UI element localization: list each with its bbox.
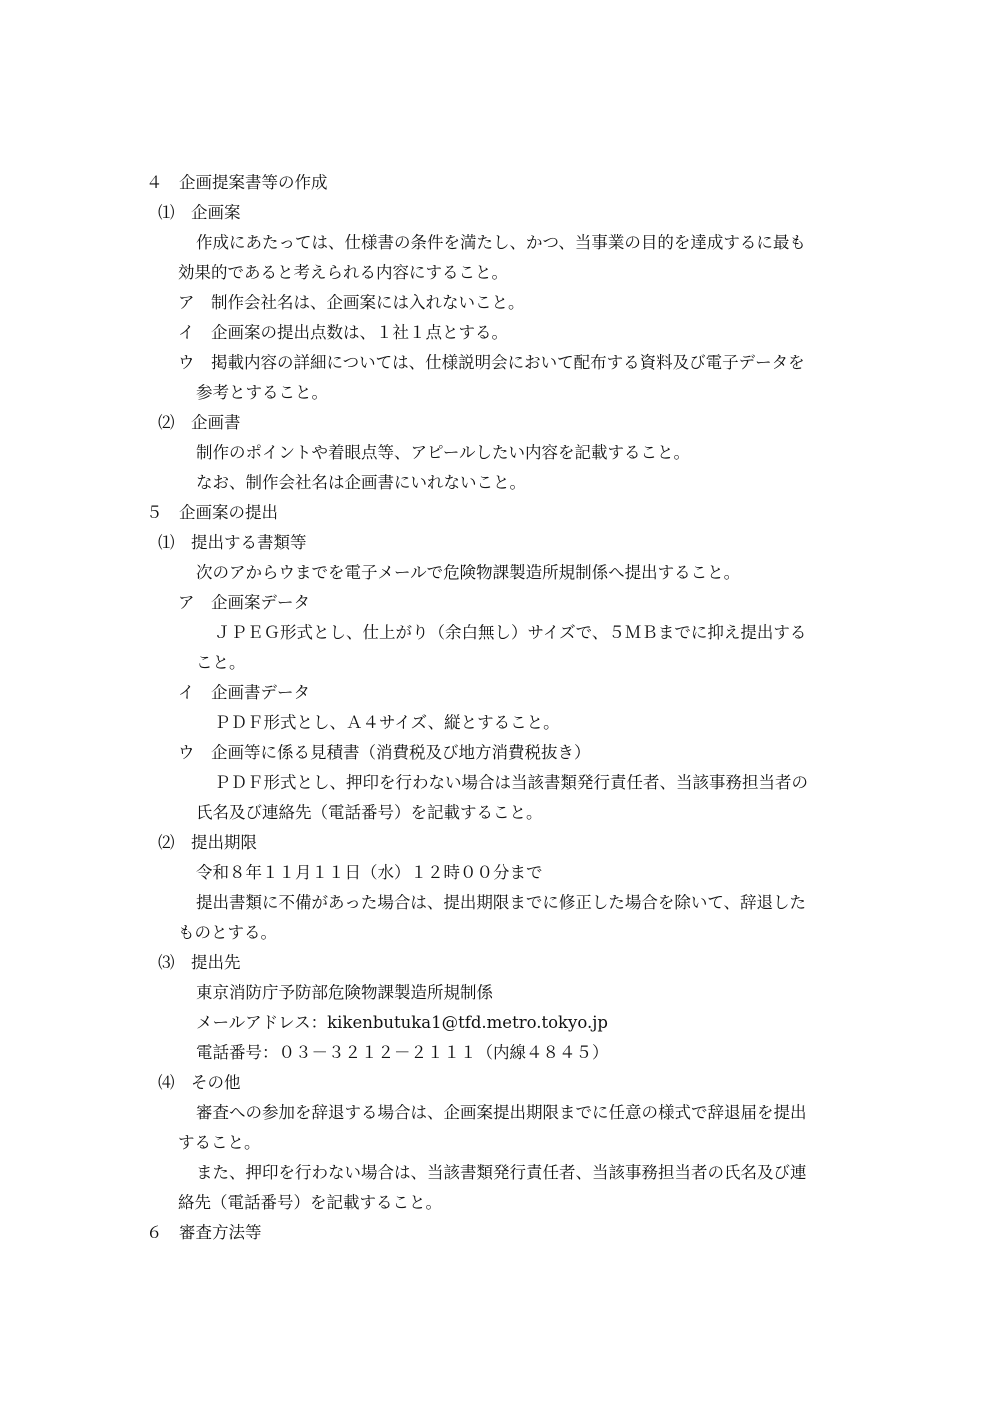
list-item: イ 企画書データ	[178, 683, 310, 702]
paragraph-line: また、押印を行わない場合は、当該書類発行責任者、当該事務担当者の氏名及び連	[196, 1163, 807, 1182]
paragraph-line: 制作のポイントや着眼点等、アピールしたい内容を記載すること。	[196, 443, 691, 462]
paragraph-line: なお、制作会社名は企画書にいれないこと。	[196, 473, 526, 492]
subsection-heading: ⑴ 提出する書類等	[158, 533, 307, 552]
paragraph-line: 氏名及び連絡先（電話番号）を記載すること。	[196, 803, 543, 822]
paragraph-line: ものとする。	[178, 923, 277, 942]
paragraph-line: 参考とすること。	[196, 383, 328, 402]
paragraph-line: 提出書類に不備があった場合は、提出期限までに修正した場合を除いて、辞退した	[196, 893, 807, 912]
list-item: イ 企画案の提出点数は、１社１点とする。	[178, 323, 508, 342]
subsection-heading: ⑷ その他	[158, 1073, 241, 1092]
paragraph-line: こと。	[196, 653, 246, 672]
paragraph-line: ＪＰＥＧ形式とし、仕上がり（余白無し）サイズで、５ＭＢまでに抑え提出する	[214, 623, 807, 642]
paragraph-line: 効果的であると考えられる内容にすること。	[178, 263, 508, 282]
subsection-heading: ⑶ 提出先	[158, 953, 241, 972]
contact-email: メールアドレス：kikenbutuka1@tfd.metro.tokyo.jp	[196, 1013, 608, 1032]
list-item: ア 制作会社名は、企画案には入れないこと。	[178, 293, 525, 312]
section-heading-4: ４ 企画提案書等の作成	[146, 173, 328, 192]
list-item: ウ 掲載内容の詳細については、仕様説明会において配布する資料及び電子データを	[178, 353, 805, 372]
paragraph-line: 絡先（電話番号）を記載すること。	[178, 1193, 442, 1212]
deadline-line: 令和８年１１月１１日（水）１２時００分まで	[196, 863, 543, 882]
section-heading-6: ６ 審査方法等	[146, 1223, 262, 1242]
paragraph-line: すること。	[178, 1133, 261, 1152]
paragraph-line: 作成にあたっては、仕様書の条件を満たし、かつ、当事業の目的を達成するに最も	[196, 233, 806, 252]
contact-phone: 電話番号：０３－３２１２－２１１１（内線４８４５）	[196, 1043, 609, 1062]
list-item: ア 企画案データ	[178, 593, 310, 612]
list-item: ウ 企画等に係る見積書（消費税及び地方消費税抜き）	[178, 743, 591, 762]
contact-department: 東京消防庁予防部危険物課製造所規制係	[196, 983, 493, 1002]
paragraph-line: ＰＤＦ形式とし、押印を行わない場合は当該書類発行責任者、当該事務担当者の	[214, 773, 808, 792]
subsection-heading: ⑵ 企画書	[158, 413, 241, 432]
subsection-heading: ⑴ 企画案	[158, 203, 241, 222]
paragraph-line: 次のアからウまでを電子メールで危険物課製造所規制係へ提出すること。	[196, 563, 741, 582]
subsection-heading: ⑵ 提出期限	[158, 833, 257, 852]
paragraph-line: 審査への参加を辞退する場合は、企画案提出期限までに任意の様式で辞退届を提出	[196, 1103, 807, 1122]
paragraph-line: ＰＤＦ形式とし、Ａ４サイズ、縦とすること。	[214, 713, 560, 732]
section-heading-5: ５ 企画案の提出	[146, 503, 278, 522]
